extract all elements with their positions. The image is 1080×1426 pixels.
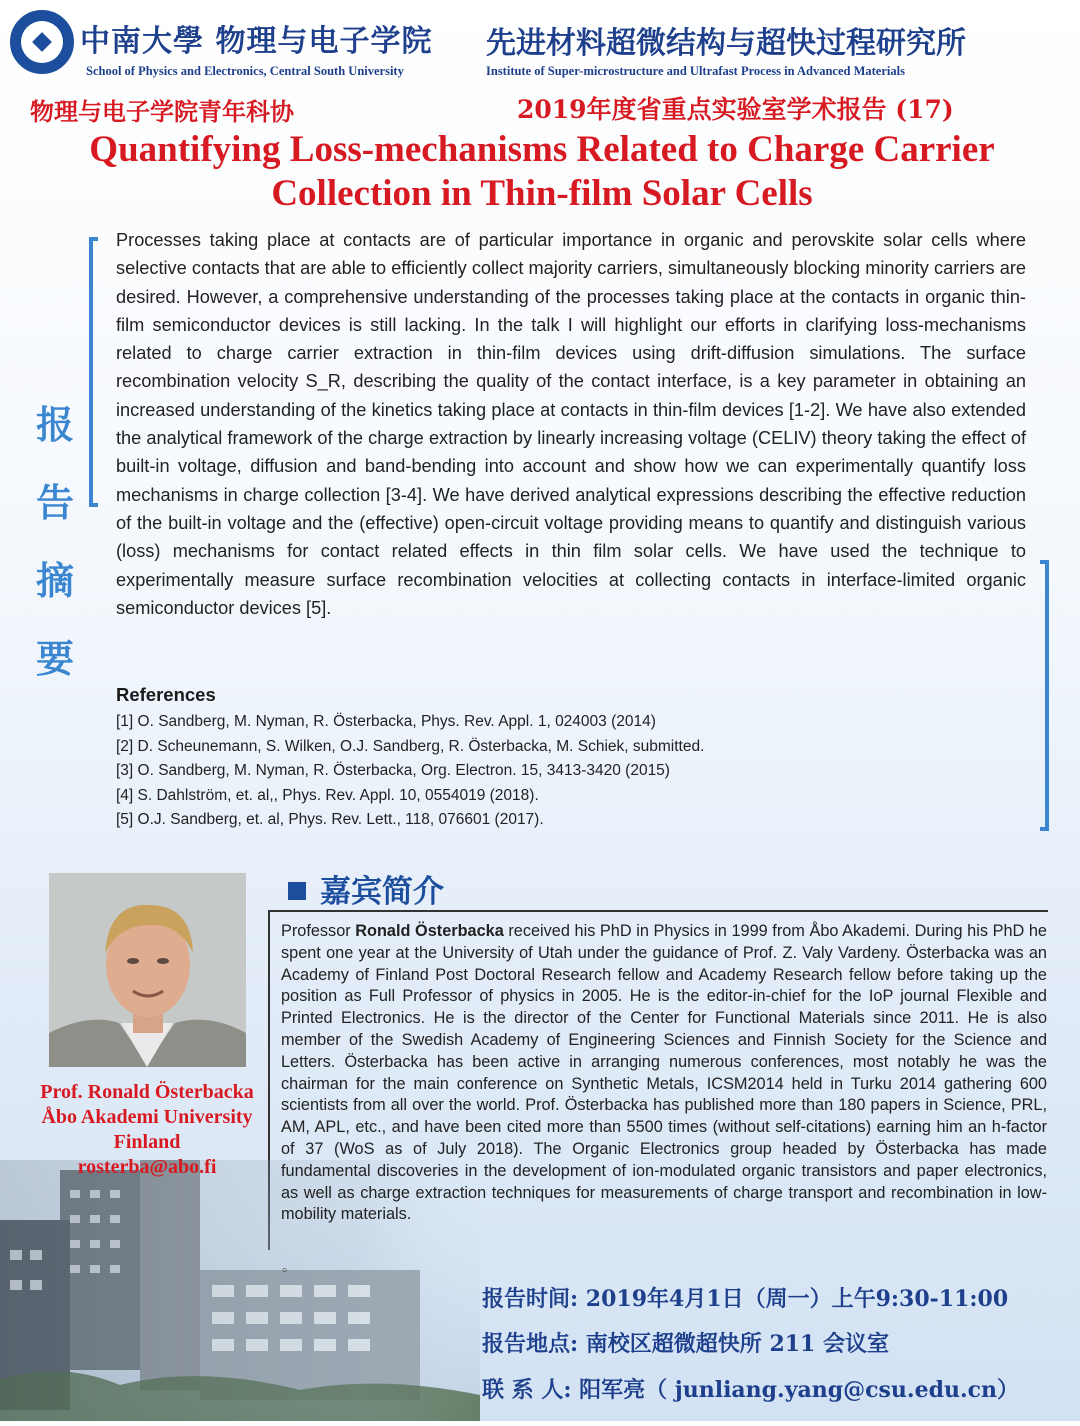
talk-title-line2: Collection in Thin-film Solar Cells [271, 173, 813, 214]
guest-intro-heading [288, 866, 444, 911]
reference-item: [2] D. Scheunemann, S. Wilken, O.J. Sandberg, R. Österbacka, M. Schiek, submitted. [116, 737, 705, 755]
association-name: 物理与电子学院青年科协 [30, 97, 294, 126]
abstract-text: Processes taking place at contacts are of particular importance in organic and perovskite solar cells where selective contacts that are able to efficiently collect majority carriers, simultaneously blocking minority carriers are desired. However, a comprehensive understanding of the processes taking place at the contacts in organic thin-film semiconductor devices is still lacking. In the talk I will highlight our efforts in clarifying loss-mechanisms related to charge carrier extraction in thin-film devices using drift-diffusion simulations. The surface recombination velocity S_R, describing the quality of the contact interface, is a key parameter in obtaining an increased understanding of the kinetics taking place at contacts in thin-film devices [1-2]. We have also extended the analytical framework of the charge extraction by linearly increasing voltage (CELIV) theory taking the effect of built-in voltage, diffusion and band-bending into account and show how we can experimentally quantify loss mechanisms in charge collection [3-4]. We have derived analytical expressions describing the effective reduction of the built-in voltage and the (effective) open-circuit voltage providing means to quantify and distinguish various (loss) mechanisms for contact related effects in thin film solar cells. We have used the technique to experimentally measure surface recombination velocities at collecting contacts in interface-limited organic semiconductor devices [5]. [116, 230, 1026, 618]
university-subtitle: School of Physics and Electronics, Central South University [86, 64, 404, 78]
abstract-label-char: 要 [35, 637, 74, 681]
right-bracket [1040, 560, 1049, 831]
speaker-university: Åbo Akademi University [41, 1106, 253, 1128]
event-contact: 联 系 人: 阳军亮（ junliang.yang@csu.edu.cn） [482, 1377, 1019, 1403]
institute-subtitle: Institute of Super-microstructure and Ultrafast Process in Advanced Materials [486, 64, 905, 78]
guest-intro-heading-text: 嘉宾简介 [320, 874, 444, 910]
university-logo [10, 10, 74, 74]
square-bullet-icon [288, 882, 306, 900]
speaker-name: Prof. Ronald Österbacka [40, 1081, 254, 1103]
speaker-caption [14, 1080, 280, 1180]
talk-title [20, 128, 1064, 216]
university-title: 中南大學 物理与电子学院 [80, 24, 433, 59]
speaker-country: Finland [113, 1131, 181, 1153]
reference-item: [3] O. Sandberg, M. Nyman, R. Österbacka, Org. Electron. 15, 3413-3420 (2015) [116, 762, 670, 779]
bio-body: received his PhD in Physics in 1999 from Åbo Akademi. During his PhD he spent one year at the University of Utah under the guidance of Prof. Z. Valy Vardeny. Österbacka was an Academy of Finland Post Doctoral Research fellow and Academy Research fellow before taking up the position as Full Professor of physics in 2005. He is the editor-in-chief for the IoP journal Flexible and Printed Electronics. He is the director of the Center for Functional Materials since 2011. He is also member of the Swedish Academy of Engineering Sciences and Finnish Society for the Science and Letters. Österbacka has been active in arranging numerous conferences, most notably he was the chairman for the main conference on Synthetic Metals, ICSM2014 held in Turku 2014 gathering 600 scientists from all over the world. Prof. Österbacka has published more than 180 papers in Science, PRL, AM, APL, etc., and have been cited more than 5500 times (without self-citations) earning him an h-factor of 37 (WoS as of July 2018). The Organic Electronics group headed by Österbacka has made fundamental discoveries in the development of ion-modulated organic transistors and paper electronics, as well as charge extraction techniques for measurements of charge transport and recombination in low-mobility materials. [281, 922, 1047, 1224]
bio-prefix: Professor [281, 922, 356, 940]
bio-top-rule [268, 910, 1048, 912]
abstract-label-char: 报 [35, 403, 74, 447]
stray-mark: 。 [282, 1258, 296, 1274]
references-list [116, 710, 704, 833]
reference-item: [5] O.J. Sandberg, et. al, Phys. Rev. Lett., 118, 076601 (2017). [116, 811, 544, 828]
bio-speaker-name: Ronald Österbacka [355, 922, 504, 940]
talk-title-line1: Quantifying Loss-mechanisms Related to Charge Carrier [89, 129, 995, 170]
abstract-label [30, 386, 80, 698]
left-bracket [89, 237, 98, 507]
reference-item: [1] O. Sandberg, M. Nyman, R. Österbacka, Phys. Rev. Appl. 1, 024003 (2014) [116, 713, 656, 730]
speaker-bio [281, 921, 1047, 1226]
abstract-label-char: 摘 [35, 559, 74, 603]
institute-title: 先进材料超微结构与超快过程研究所 [486, 26, 966, 61]
seminar-series: 2019年度省重点实验室学术报告 (17) [517, 95, 954, 124]
speaker-photo [49, 873, 246, 1067]
event-place: 报告地点: 南校区超微超快所 211 会议室 [482, 1331, 890, 1357]
reference-item: [4] S. Dahlström, et. al,, Phys. Rev. Appl. 10, 0554019 (2018). [116, 786, 539, 804]
abstract-label-char: 告 [35, 481, 74, 525]
speaker-email: rosterba@abo.fi [77, 1156, 217, 1178]
event-time: 报告时间: 2019年4月1日（周一）上午9:30-11:00 [482, 1286, 1009, 1312]
references-heading: References [116, 684, 216, 705]
